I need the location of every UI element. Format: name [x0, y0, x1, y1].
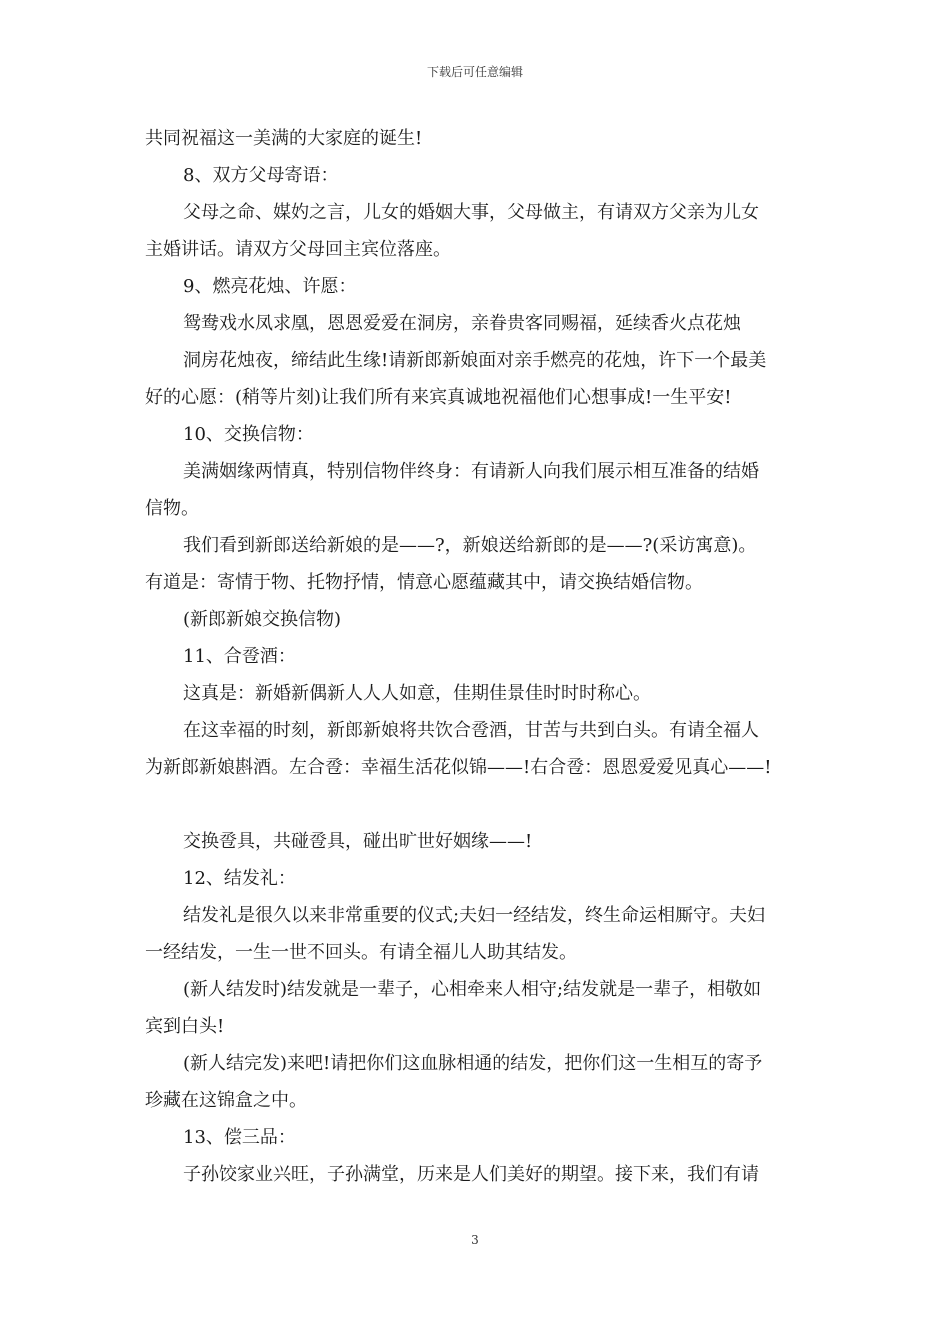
text-line: 交换卺具，共碰卺具，碰出旷世好姻缘——!: [183, 831, 533, 852]
text-line: 11、合卺酒：: [183, 646, 296, 667]
text-line: 13、偿三品：: [183, 1127, 296, 1148]
text-line: 9、燃亮花烛、许愿：: [183, 276, 357, 297]
text-line: (新人结完发)来吧!请把你们这血脉相通的结发，把你们这一生相互的寄予: [183, 1053, 763, 1074]
text-line: 父母之命、媒妁之言，儿女的婚姻大事，父母做主，有请双方父亲为儿女: [183, 202, 759, 223]
text-line: 主婚讲话。请双方父母回主宾位落座。: [145, 239, 451, 260]
text-line: 我们看到新郎送给新娘的是——?，新娘送给新郎的是——?(采访寓意)。: [183, 535, 757, 556]
text-line: 宾到白头!: [145, 1016, 225, 1037]
text-line: 10、交换信物：: [183, 424, 314, 445]
text-line: 好的心愿：(稍等片刻)让我们所有来宾真诚地祝福他们心想事成!一生平安!: [145, 387, 732, 408]
text-line: 为新郎新娘斟酒。左合卺：幸福生活花似锦——!右合卺：恩恩爱爱见真心——!: [145, 757, 772, 778]
document-body: [145, 120, 815, 1193]
text-line: 12、结发礼：: [183, 868, 296, 889]
page-footer: [0, 1232, 950, 1248]
page-header: [0, 64, 950, 80]
text-line: 共同祝福这一美满的大家庭的诞生!: [145, 128, 423, 149]
page-number: 3: [471, 1233, 479, 1247]
text-line: 信物。: [145, 498, 199, 519]
text-line: 洞房花烛夜，缔结此生缘!请新郎新娘面对亲手燃亮的花烛，许下一个最美: [183, 350, 767, 371]
text-line: 8、双方父母寄语：: [183, 165, 339, 186]
text-line: 美满姻缘两情真，特别信物伴终身：有请新人向我们展示相互准备的结婚: [183, 461, 759, 482]
text-line: (新人结发时)结发就是一辈子，心相牵来人相守;结发就是一辈子，相敬如: [183, 979, 762, 1000]
text-line: 鸳鸯戏水凤求凰，恩恩爱爱在洞房，亲眷贵客同赐福，延续香火点花烛: [183, 313, 741, 334]
text-line: 子孙饺家业兴旺，子孙满堂，历来是人们美好的期望。接下来，我们有请: [183, 1164, 759, 1185]
text-line: (新郎新娘交换信物): [183, 609, 342, 630]
text-line: 结发礼是很久以来非常重要的仪式;夫妇一经结发，终生命运相厮守。夫妇: [183, 905, 766, 926]
header-text: 下载后可任意编辑: [426, 65, 523, 79]
blank-line: [145, 786, 815, 823]
text-line: 有道是：寄情于物、托物抒情，情意心愿蕴藏其中，请交换结婚信物。: [145, 572, 703, 593]
text-line: 在这幸福的时刻，新郎新娘将共饮合卺酒，甘苦与共到白头。有请全福人: [183, 720, 759, 741]
text-line: 这真是：新婚新偶新人人人如意，佳期佳景佳时时时称心。: [183, 683, 651, 704]
text-line: 珍藏在这锦盒之中。: [145, 1090, 307, 1111]
text-line: 一经结发，一生一世不回头。有请全福儿人助其结发。: [145, 942, 577, 963]
